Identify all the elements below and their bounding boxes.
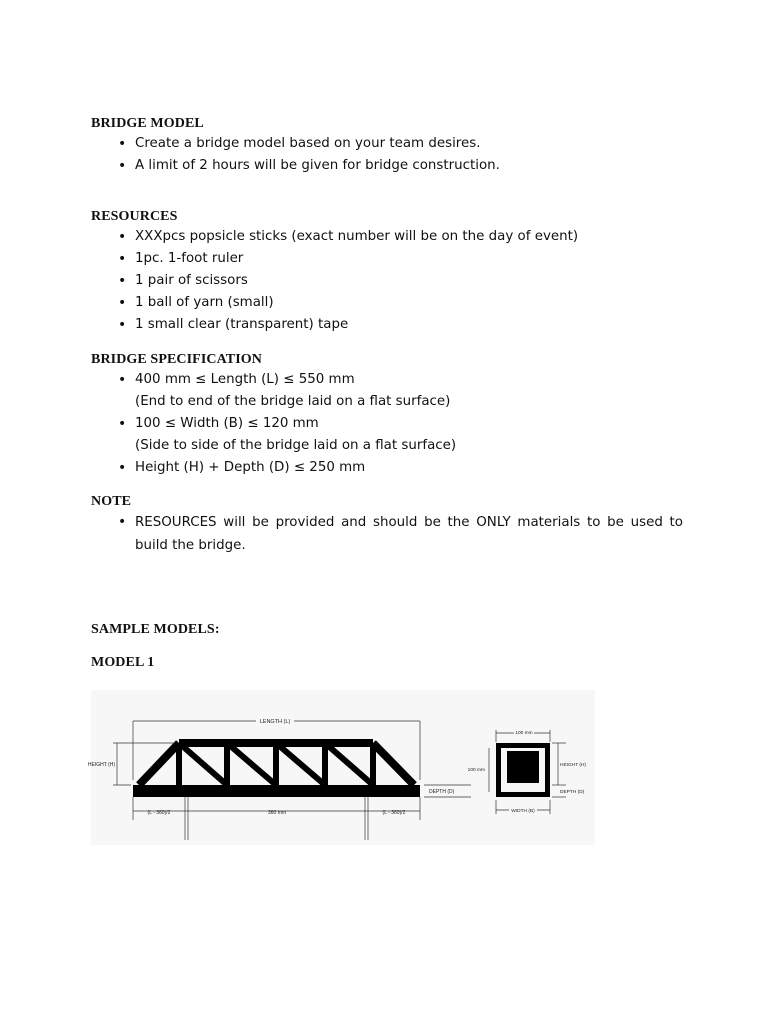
section-depth-label: DEPTH (D) bbox=[560, 790, 585, 795]
specification-list bbox=[118, 369, 683, 479]
list-item: • A limit of 2 hours will be given for bridge construction. bbox=[118, 155, 683, 177]
list-item: • 1 small clear (transparent) tape bbox=[118, 314, 683, 336]
truss-deck bbox=[133, 785, 420, 797]
right-end-label: (L - 360)/2 bbox=[382, 810, 406, 816]
heading-note: NOTE bbox=[91, 494, 132, 509]
section-side-label: 100 mm bbox=[467, 768, 485, 773]
note-list bbox=[118, 511, 683, 557]
spec-detail: (End to end of the bridge laid on a flat surface) bbox=[135, 394, 451, 409]
list-item: • Create a bridge model based on your team desires. bbox=[118, 133, 683, 155]
section-height-label: HEIGHT (H) bbox=[560, 763, 587, 768]
list-item: • RESOURCES will be provided and should be the ONLY materials to be used to build the bridge. bbox=[118, 511, 683, 557]
bridge-model-list bbox=[118, 133, 683, 177]
section-width-label: WIDTH (B) bbox=[511, 809, 535, 814]
spec-main: • 100 ≤ Width (B) ≤ 120 mm bbox=[135, 416, 319, 431]
heading-model-1: MODEL 1 bbox=[91, 655, 155, 670]
list-item bbox=[118, 369, 683, 413]
length-label: LENGTH (L) bbox=[259, 719, 291, 725]
list-item: • 1 pair of scissors bbox=[118, 270, 683, 292]
middle-span-label: 360 mm bbox=[267, 810, 287, 816]
heading-sample-models: SAMPLE MODELS: bbox=[91, 622, 220, 637]
heading-bridge-model: BRIDGE MODEL bbox=[91, 116, 204, 131]
left-end-label: (L - 360)/2 bbox=[147, 810, 171, 816]
list-item bbox=[118, 457, 683, 479]
list-item: • 1 ball of yarn (small) bbox=[118, 292, 683, 314]
heading-bridge-specification: BRIDGE SPECIFICATION bbox=[91, 352, 262, 367]
spec-main: • 400 mm ≤ Length (L) ≤ 550 mm bbox=[135, 372, 355, 387]
section-core bbox=[507, 751, 539, 783]
section-top-label: 100 mm bbox=[515, 731, 533, 736]
height-label: HEIGHT (H) bbox=[87, 762, 115, 768]
bridge-diagram bbox=[87, 690, 595, 845]
list-item: • XXXpcs popsicle sticks (exact number will be on the day of event) bbox=[118, 226, 683, 248]
spec-main: • Height (H) + Depth (D) ≤ 250 mm bbox=[135, 460, 366, 475]
heading-resources: RESOURCES bbox=[91, 209, 178, 224]
resources-list bbox=[118, 226, 683, 336]
spec-detail: (Side to side of the bridge laid on a flat surface) bbox=[135, 438, 457, 453]
depth-label: DEPTH (D) bbox=[429, 789, 455, 795]
list-item: • 1pc. 1-foot ruler bbox=[118, 248, 683, 270]
list-item bbox=[118, 413, 683, 457]
